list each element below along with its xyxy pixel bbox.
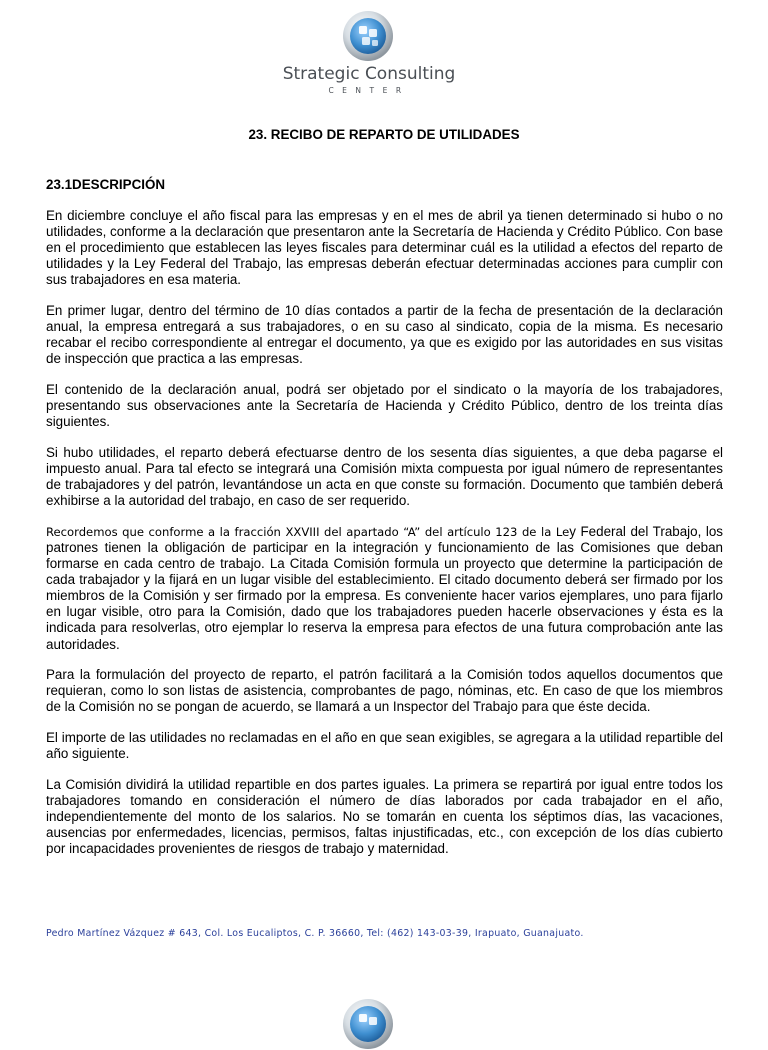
logo-subtitle: CENTER (328, 86, 410, 95)
paragraph-8: La Comisión dividirá la utilidad repartible en dos partes iguales. La primera se repartirá por igual entre todos los trabajadores tomando en consideración el número de días laborados por cada trabajador en el año, independientemente del monto de los salarios. No se tomarán en cuenta los séptimos días, las vacaciones, ausencias por enfermedades, licencias, permisos, faltas injustificadas, etc., con excepción de los días cubierto por incapacidades provenientes de riesgos de trabajo y maternidad. (46, 776, 723, 857)
paragraph-1: En diciembre concluye el año fiscal para las empresas y en el mes de abril ya tienen determinado si hubo o no utilidades, conforme a la declaración que presentaron ante la Secretaría de Hacienda y Crédito Público. Con base en el procedimiento que establecen las leyes fiscales para determinar cuál es la utilidad a efectos del reparto de utilidades y la Ley Federal del Trabajo, las empresas deberán efectuar determinadas acciones para cumplir con sus trabajadores en esa materia. (46, 208, 723, 288)
logo-name-text: Strategic Consulting (282, 64, 456, 84)
document-title: 23. RECIBO DE REPARTO DE UTILIDADES (248, 127, 520, 142)
logo-wordmark (0, 64, 738, 84)
globe-logo-icon (342, 10, 394, 62)
footer-address: Pedro Martínez Vázquez # 643, Col. Los Eucaliptos, C. P. 36660, Tel: (462) 143-03-39, Irapuato, Guanajuato. (46, 928, 584, 939)
paragraph-4: Si hubo utilidades, el reparto deberá efectuarse dentro de los sesenta días siguientes, a que deba pagarse el impuesto anual. Para tal efecto se integrará una Comisión mixta compuesta por igual número de representantes de trabajadores y del patrón, levantándose un acta en que conste su formación. Documento que también deberá exhibirse a la autoridad del trabajo, en caso de ser requerido. (46, 444, 723, 509)
section-heading: 23.1DESCRIPCIÓN (46, 177, 166, 192)
paragraph-6: Para la formulación del proyecto de reparto, el patrón facilitará a la Comisión todos aquellos documentos que requieran, como lo son listas de asistencia, comprobantes de pago, nóminas, etc. En caso de que los miembros de la Comisión no se pongan de acuerdo, se llamará a un Inspector del Trabajo para que éste decida. (46, 667, 723, 715)
paragraph-5-rest: y Federal del Trabajo, los patrones tienen la obligación de participar en la integración y funcionamiento de las Comisiones que deban formarse en cada centro de trabajo. La Citada Comisión formula un proyecto que determine la participación de cada trabajador y la fijará en un lugar visible del establecimiento. El citado documento deberá ser firmado por los miembros de la Comisión y ser firmado por la empresa. Es conveniente hacer varios ejemplares, uno para fijarlo en lugar visible, otro para la Comisión, dado que los trabajadores pueden hacerle observaciones y ésta es la indicada para resolverlas, otro ejemplar lo reserva la empresa para efectos de una futura comprobación ante las autoridades. (46, 523, 723, 652)
paragraph-3: El contenido de la declaración anual, podrá ser objetado por el sindicato o la mayoría de los trabajadores, presentando sus observaciones ante la Secretaría de Hacienda y Crédito Público, dentro de los treinta días siguientes. (46, 382, 723, 430)
paragraph-5-lead: Recordemos que conforme a la fracción XXVIII del apartado “A” del artículo 123 de la Le (46, 524, 570, 539)
paragraph-7: El importe de las utilidades no reclamadas en el año en que sean exigibles, se agregara a la utilidad repartible del año siguiente. (46, 730, 723, 762)
paragraph-2: En primer lugar, dentro del término de 10 días contados a partir de la fecha de presentación de la declaración anual, la empresa entregará a sus trabajadores, o en su caso al sindicato, copia de la misma. Es necesario recabar el recibo correspondiente al entregar el documento, ya que es exigido por las autoridades en sus visitas de inspección que practica a las empresas. (46, 303, 723, 367)
paragraph-5 (46, 524, 723, 653)
document-body (46, 208, 723, 872)
globe-logo-icon-next-page (342, 998, 394, 1050)
company-logo (0, 6, 768, 98)
